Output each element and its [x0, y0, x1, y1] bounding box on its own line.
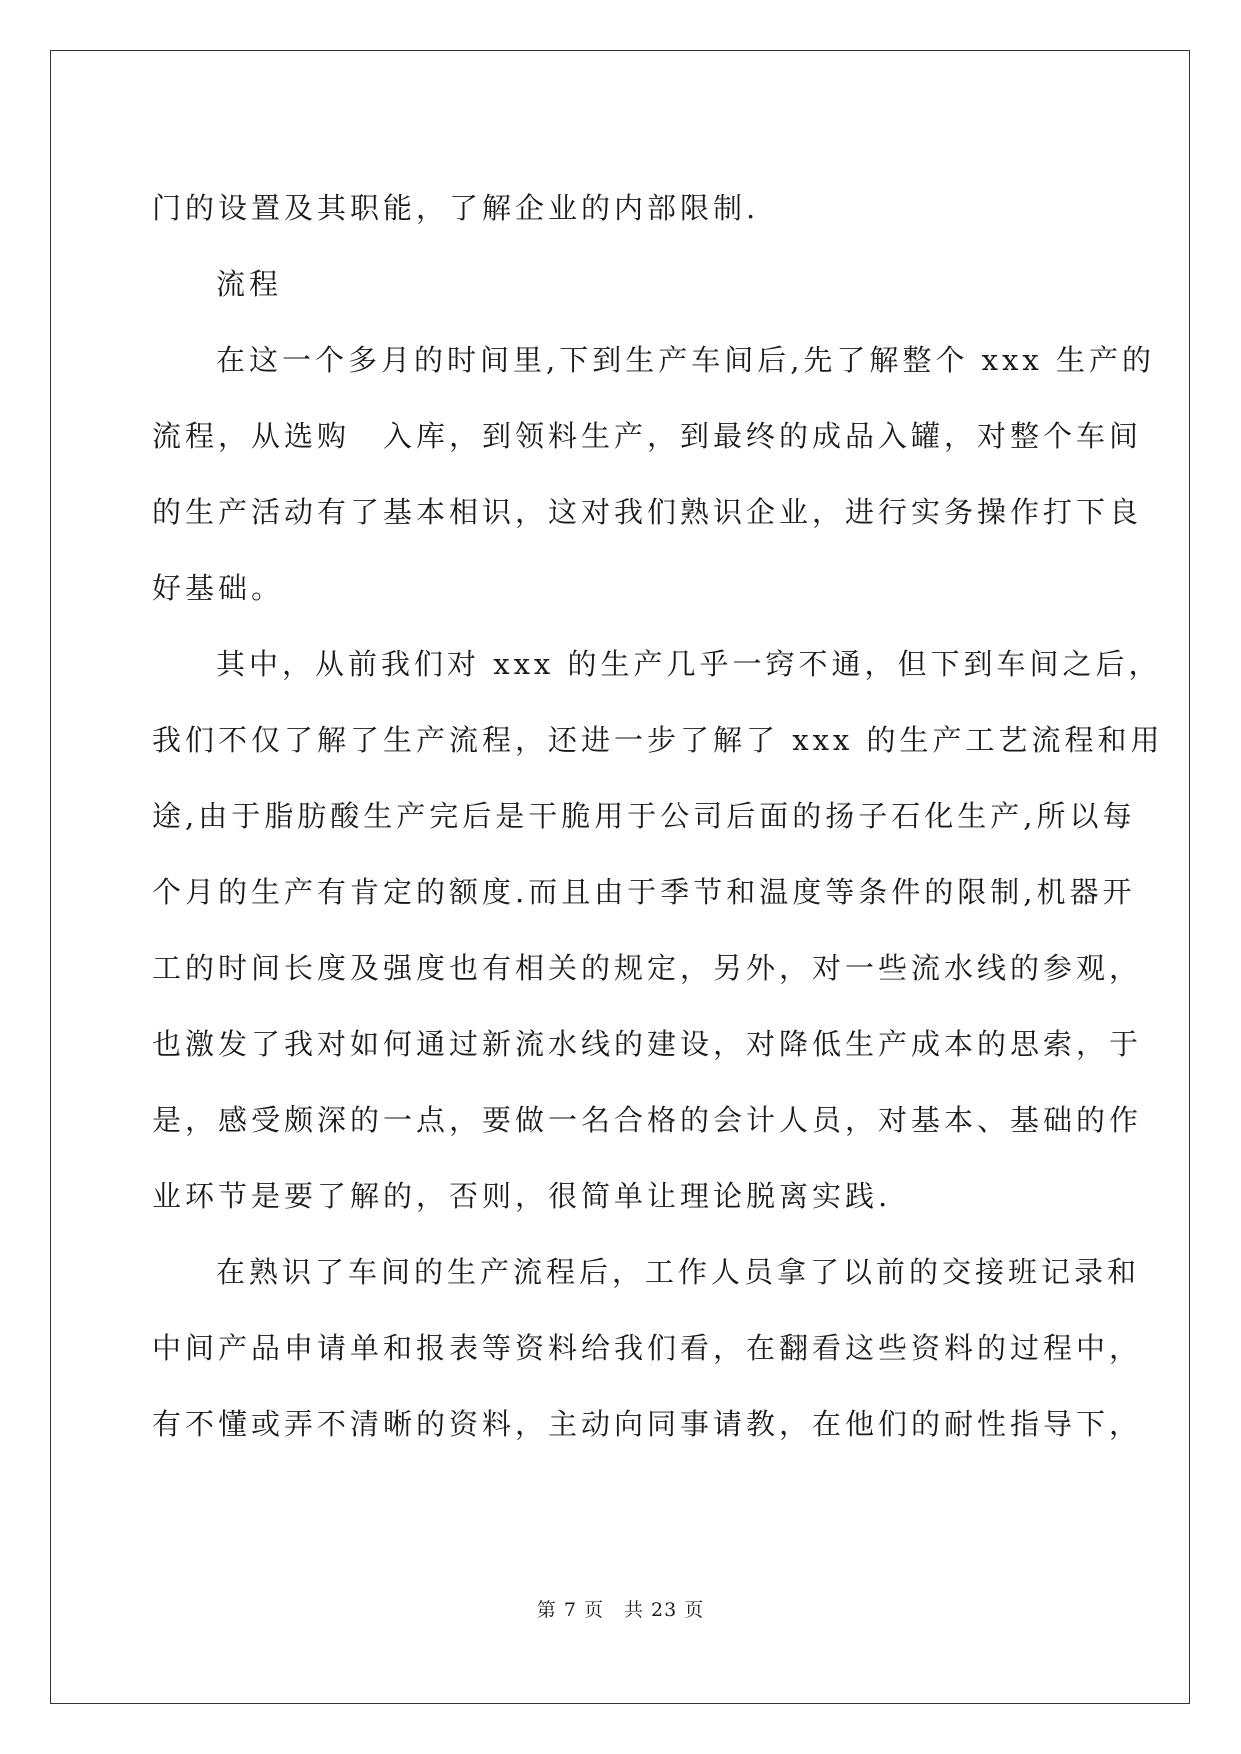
text-line-4: 流程，从选购 入库，到领料生产，到最终的成品入罐，对整个车间	[152, 419, 1143, 453]
text-line-10: 个月的生产有肯定的额度.而且由于季节和温度等条件的限制,机器开	[152, 875, 1136, 909]
total-page-count: 共 23 页	[623, 1599, 705, 1621]
text-line-13: 是，感受颇深的一点，要做一名合格的会计人员，对基本、基础的作	[152, 1103, 1143, 1137]
text-line-7: 其中，从前我们对 xxx 的生产几乎一窍不通，但下到车间之后，	[216, 647, 1162, 681]
text-line-5: 的生产活动有了基本相识，这对我们熟识企业，进行实务操作打下良	[152, 495, 1143, 529]
text-line-3: 在这一个多月的时间里,下到生产车间后,先了解整个 xxx 生产的	[216, 343, 1155, 377]
text-line-6: 好基础。	[152, 571, 285, 605]
text-line-11: 工的时间长度及强度也有相关的规定，另外，对一些流水线的参观，	[152, 951, 1143, 985]
text-line-1: 门的设置及其职能，了解企业的内部限制.	[152, 191, 760, 225]
text-line-15: 在熟识了车间的生产流程后，工作人员拿了以前的交接班记录和	[216, 1255, 1141, 1289]
page-footer	[0, 1595, 1241, 1622]
current-page-number: 第 7 页	[536, 1599, 604, 1621]
document-body	[152, 170, 1164, 1462]
text-line-9: 途,由于脂肪酸生产完后是干脆用于公司后面的扬子石化生产,所以每	[152, 799, 1136, 833]
text-line-2: 流程	[216, 267, 283, 301]
text-line-8: 我们不仅了解了生产流程，还进一步了解了 xxx 的生产工艺流程和用	[152, 723, 1164, 757]
text-line-12: 也激发了我对如何通过新流水线的建设，对降低生产成本的思索，于	[152, 1027, 1143, 1061]
text-line-14: 业环节是要了解的，否则，很简单让理论脱离实践.	[152, 1179, 892, 1213]
text-line-16: 中间产品申请单和报表等资料给我们看，在翻看这些资料的过程中，	[152, 1331, 1143, 1365]
text-line-17: 有不懂或弄不清晰的资料，主动向同事请教，在他们的耐性指导下，	[152, 1407, 1143, 1441]
